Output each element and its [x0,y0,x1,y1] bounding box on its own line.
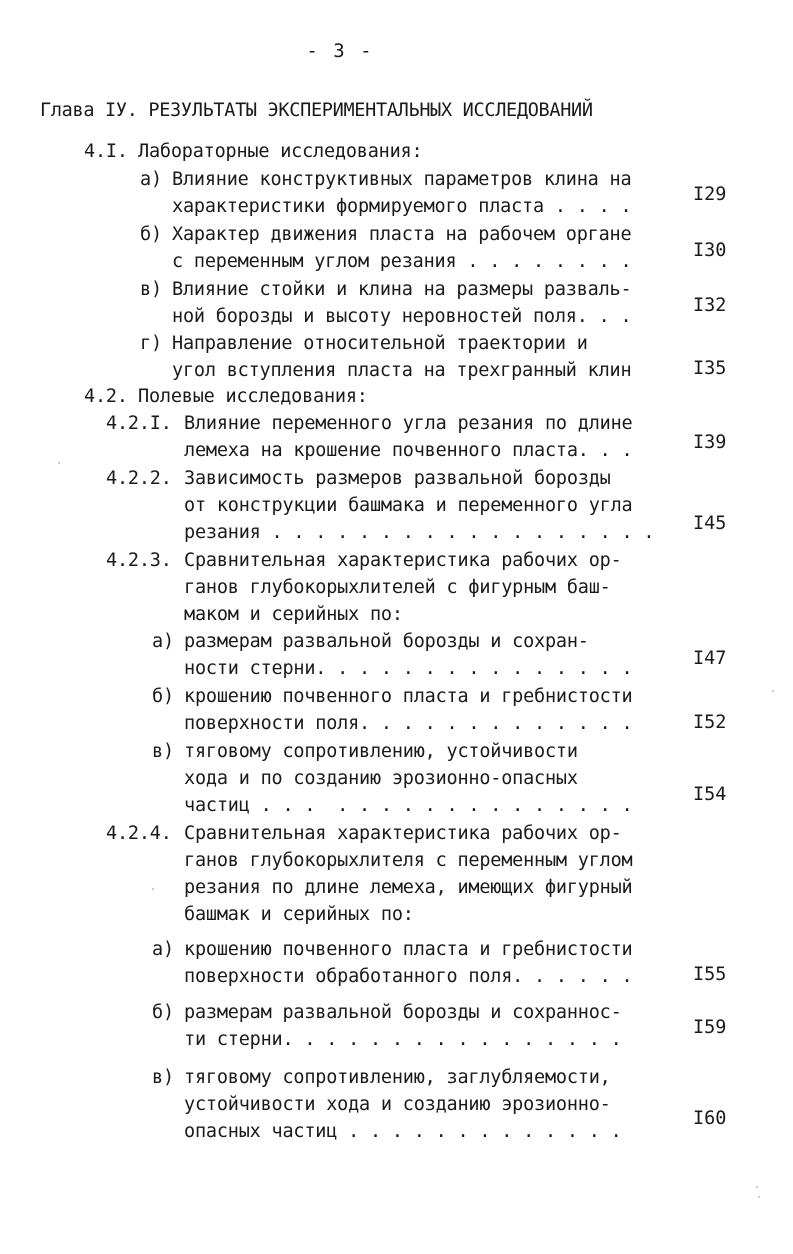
toc-page-number: I32 [693,295,727,316]
scan-speck [758,1196,760,1198]
toc-page-number: I45 [693,513,727,534]
toc-line: Направление относительной траектории и [172,333,588,354]
toc-page-number: I39 [693,432,727,453]
chapter-title: Глава IУ. РЕЗУЛЬТАТЫ ЭКСПЕРИМЕНТАЛЬНЫХ ИССЛЕДОВАНИЙ [40,100,593,121]
toc-marker: 4.2.3. [106,550,172,571]
toc-marker: в) [152,741,174,762]
toc-marker: б) [140,224,162,245]
toc-marker: 4.2.I. [106,413,172,434]
toc-line: размерам развальной борозды и сохраннос- [184,1002,622,1023]
toc-line: тяговому сопротивлению, заглубляемости, [184,1067,611,1088]
toc-marker: а) [140,169,162,190]
toc-line: маком и серийных по: [184,604,403,625]
toc-page-number: I29 [693,184,727,205]
toc-line: крошению почвенного пласта и гребнистости [184,939,633,960]
toc-line: Характер движения пласта на рабочем органе [172,224,632,245]
toc-line: Сравнительная характеристика рабочих ор- [184,550,622,571]
toc-marker: 4.2. [84,386,128,407]
toc-line: Полевые исследования: [138,386,368,407]
toc-line: Лабораторные исследования: [138,141,423,162]
toc-marker: в) [152,1067,174,1088]
toc-page-number: I59 [693,1017,727,1038]
toc-page-number: I35 [693,358,727,379]
toc-line: с переменным углом резания . . . . . . . . [172,251,632,272]
toc-page-number: I30 [693,240,727,261]
toc-line: башмак и серийных по: [184,904,414,925]
toc-line: Влияние переменного угла резания по длине [184,413,633,434]
toc-line: поверхности обработанного поля. . . . . . [184,966,633,987]
toc-line: Влияние конструктивных параметров клина на [172,169,632,190]
toc-line: размерам развальной борозды и сохран- [184,631,589,652]
toc-line: тяговому сопротивлению, устойчивости [184,741,578,762]
toc-marker: в) [140,279,162,300]
toc-marker: а) [152,631,174,652]
toc-line: ти стерни. . . . . . . . . . . . . . . . [184,1029,622,1050]
toc-page-number: I60 [693,1108,727,1129]
toc-line: ности стерни. . . . . . . . . . . . . . . [184,658,633,679]
toc-line: устойчивости хода и созданию эрозионно- [184,1094,611,1115]
scan-speck [58,462,60,464]
toc-line: крошению почвенного пласта и гребнистости [184,686,633,707]
toc-line: резания . . . . . . . . . . . . . . . . . . [184,522,655,543]
toc-line: ной борозды и высоту неровностей поля. . . [172,306,632,327]
toc-line: опасных частиц . . . . . . . . . . . . . [184,1121,622,1142]
toc-line: ганов глубокорыхлителя с переменным углом [184,850,633,871]
page-number: - 3 - [306,40,374,62]
toc-line: Сравнительная характеристика рабочих ор- [184,823,622,844]
toc-marker: г) [140,333,162,354]
scan-speck [152,888,154,890]
toc-line: от конструкции башмака и переменного угла [184,495,633,516]
toc-marker: а) [152,939,174,960]
toc-page-number: I47 [693,648,727,669]
toc-marker: 4.I. [84,141,128,162]
toc-line: угол вступления пласта на трехгранный клин [172,360,632,381]
toc-line: хода и по созданию эрозионно-опасных [184,768,578,789]
toc-line: поверхности поля. . . . . . . . . . . . . [184,713,633,734]
toc-line: частиц . . . . . . . . . . . . . . . . . [184,795,633,816]
scan-speck [772,690,774,692]
toc-page-number: I54 [693,784,727,805]
toc-line: Зависимость размеров развальной борозды [184,468,611,489]
toc-line: ганов глубокорыхлителей с фигурным баш- [184,577,611,598]
toc-marker: 4.2.2. [106,468,172,489]
toc-marker: 4.2.4. [106,823,172,844]
toc-marker: б) [152,686,174,707]
toc-line: резания по длине лемеха, имеющих фигурный [184,877,633,898]
scan-speck [756,1186,758,1188]
toc-line: характеристики формируемого пласта . . . . [172,196,632,217]
toc-marker: б) [152,1002,174,1023]
toc-page-number: I55 [693,964,727,985]
toc-page-number: I52 [693,712,727,733]
toc-line: лемеха на крошение почвенного пласта. . . [184,440,633,461]
toc-line: Влияние стойки и клина на размеры разваль- [172,279,632,300]
